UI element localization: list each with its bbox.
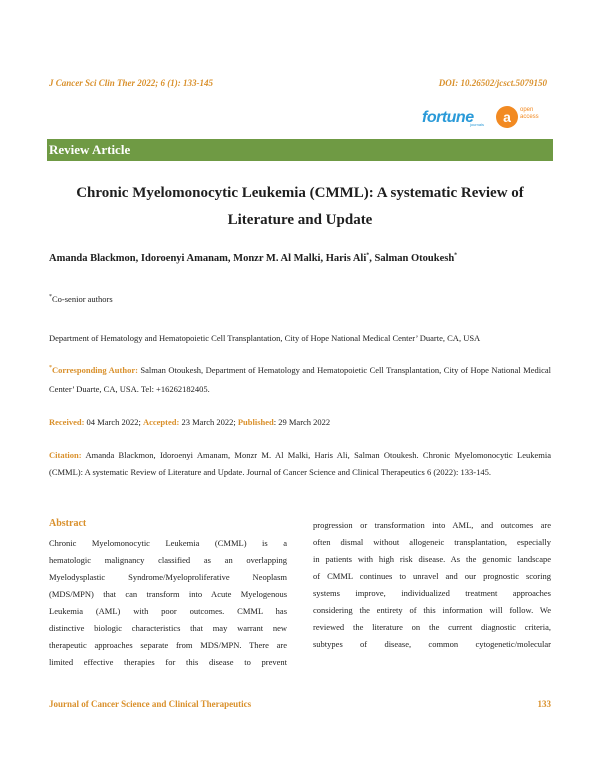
- abstract-line: systems improve, individualized treatment approaches: [313, 588, 551, 598]
- logo-subtext: journals: [470, 122, 485, 127]
- corresponding-author: [49, 361, 551, 399]
- logo-wordmark: fortune: [422, 109, 474, 126]
- citation-label: Citation:: [49, 450, 82, 460]
- article-title: [60, 180, 540, 234]
- abstract-line: Leukemia (AML) with poor outcomes. CMML has: [49, 606, 287, 616]
- page-number: 133: [537, 699, 551, 709]
- author-marker: *: [366, 252, 370, 259]
- accepted-date: 23 March 2022;: [179, 417, 238, 427]
- co-senior-note: [49, 294, 113, 304]
- co-senior-text: Co-senior authors: [52, 294, 113, 304]
- abstract-line: subtypes of disease, common cytogenetic/molecular: [313, 639, 551, 649]
- article-dates: [49, 417, 330, 427]
- title-line: Literature and Update: [227, 212, 373, 228]
- citation: [49, 447, 551, 481]
- abstract-column-right: [313, 517, 551, 653]
- abstract-line: in patients with high risk disease. As the genomic landscape: [313, 554, 551, 564]
- open-access-label: [520, 107, 539, 121]
- abstract-line: of CMML continues to unravel and our prognostic scoring: [313, 571, 551, 581]
- affiliation: Department of Hematology and Hematopoietic Cell Transplantation, City of Hope National Medical Center’ Duarte, CA, USA: [49, 333, 481, 343]
- journal-reference: J Cancer Sci Clin Ther 2022; 6 (1): 133-145: [49, 78, 213, 88]
- published-date: : 29 March 2022: [273, 417, 331, 427]
- authors-last: , Salman Otoukesh: [369, 253, 455, 264]
- received-label: Received:: [49, 417, 85, 427]
- abstract-heading: Abstract: [49, 518, 87, 529]
- open-access-line2: access: [520, 114, 539, 120]
- abstract-line: distinctive biologic characteristics that may warrant new: [49, 623, 287, 633]
- publisher-logo: [422, 100, 547, 136]
- citation-text: Amanda Blackmon, Idoroenyi Amanam, Monzr M. Al Malki, Haris Ali, Salman Otoukesh. Chronic Myelomonocytic Leukemia (CMML): A systematic Review of Literature and Update. Journal of Cancer Science and Clinical Therapeutics 6 (2022): 133-145.: [49, 450, 551, 477]
- abstract-line: limited effective therapies for this disease to prevent: [49, 657, 287, 667]
- abstract-line: Chronic Myelomonocytic Leukemia (CMML) is a: [49, 538, 287, 548]
- corr-text: Salman Otoukesh, Department of Hematology and Hematopoietic Cell Transplantation, City of Hope National Medical Center’ Duarte, CA, USA. Tel: +16262182405.: [49, 365, 551, 394]
- received-date: 04 March 2022;: [84, 417, 143, 427]
- abstract-line: often dismal without allogeneic transplantation, especially: [313, 537, 551, 547]
- abstract-column-left: [49, 535, 287, 671]
- abstract-line: hematologic malignancy classified as an overlapping: [49, 555, 287, 565]
- accepted-label: Accepted:: [142, 417, 180, 427]
- corr-marker: *: [49, 365, 52, 372]
- abstract-line: reviewed the literature on the current diagnostic criteria,: [313, 622, 551, 632]
- abstract-line: (MDS/MPN) that can transform into Acute Myelogenous: [49, 589, 287, 599]
- title-line: Chronic Myelomonocytic Leukemia (CMML): A systematic Review of: [76, 185, 524, 201]
- article-type-banner: [47, 139, 553, 161]
- corr-label: Corresponding Author:: [52, 365, 138, 375]
- footer-journal-name: Journal of Cancer Science and Clinical Therapeutics: [49, 699, 252, 709]
- article-type-label: Review Article: [49, 142, 131, 157]
- co-senior-marker: *: [49, 294, 52, 301]
- authors-main: Amanda Blackmon, Idoroenyi Amanam, Monzr M. Al Malki, Haris Ali: [49, 253, 367, 264]
- doi-link[interactable]: DOI: 10.26502/jcsct.5079150: [438, 78, 547, 88]
- abstract-line: progression or transformation into AML, and outcomes are: [313, 520, 551, 530]
- abstract-line: considering the entirety of this information will follow. We: [313, 605, 551, 615]
- open-access-icon: a: [496, 106, 518, 128]
- open-access-line1: open: [520, 107, 534, 113]
- abstract-line: Myelodysplastic Syndrome/Myeloproliferative Neoplasm: [49, 572, 287, 582]
- abstract-line: therapeutic approaches separate from MDS/MPN. There are: [49, 640, 287, 650]
- author-list: [49, 253, 457, 264]
- author-marker: *: [454, 252, 458, 259]
- published-label: Published: [237, 417, 274, 427]
